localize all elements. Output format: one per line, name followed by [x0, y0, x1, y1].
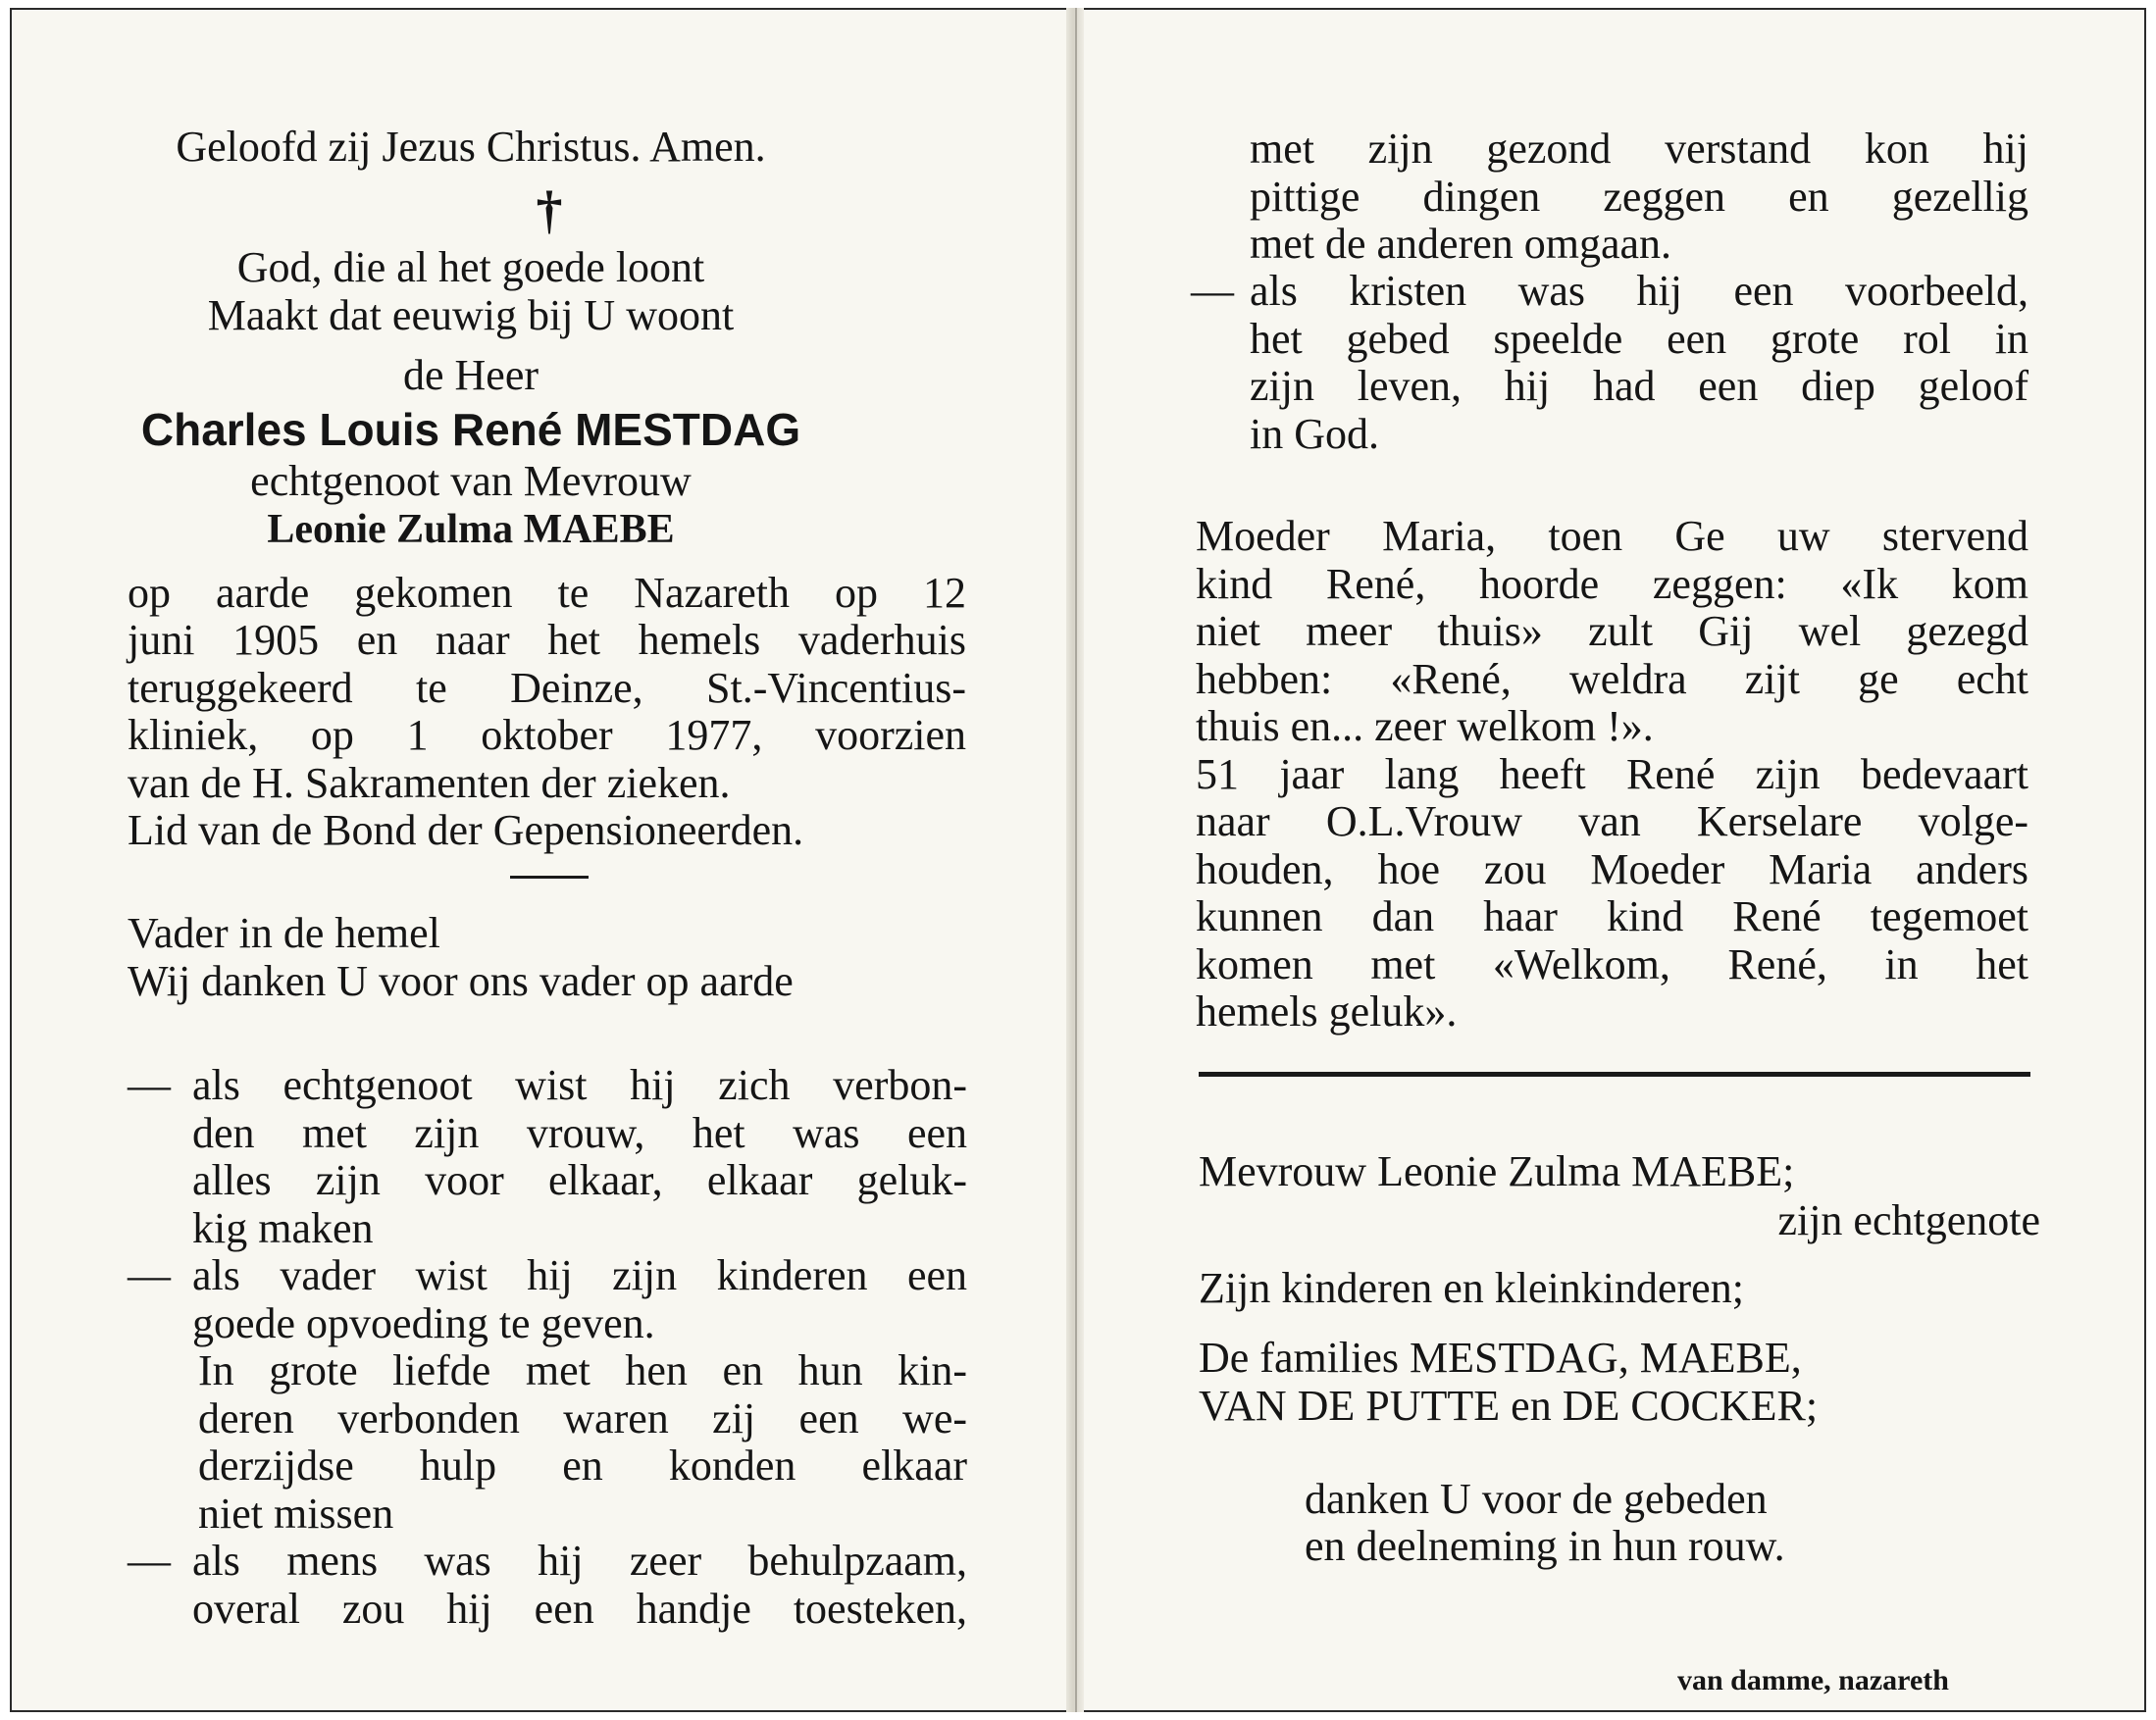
bio-line: juni 1905 en naar het hemels vaderhuis — [128, 616, 966, 664]
maria-line: kunnen dan haar kind René tegemoet — [1196, 892, 2028, 940]
families-line-1: De families MESTDAG, MAEBE, — [1199, 1334, 1802, 1382]
item-line: goede opvoeding te geven. — [192, 1299, 655, 1347]
item-line: In grote liefde met hen en hun kin- — [198, 1346, 967, 1394]
continued-line: met zijn gezond verstand kon hij — [1250, 125, 2028, 173]
dash-marker: — — [1191, 267, 1234, 315]
thanks-line-2: en deelneming in hun rouw. — [1305, 1522, 1785, 1570]
cross-icon: † — [536, 180, 563, 239]
printer-credit: van damme, nazareth — [1677, 1664, 1949, 1696]
bio-line: Lid van de Bond der Gepensioneerden. — [128, 806, 804, 854]
continued-line: met de anderen omgaan. — [1250, 220, 1672, 268]
dash-marker: — — [128, 1251, 171, 1299]
item-line: als echtgenoot wist hij zich verbon- — [192, 1061, 967, 1109]
bio-line: op aarde gekomen te Nazareth op 12 — [128, 569, 966, 617]
short-divider — [510, 876, 589, 879]
invocation: Geloofd zij Jezus Christus. Amen. — [176, 123, 766, 171]
title-de-heer: de Heer — [402, 351, 539, 399]
maria-line: naar O.L.Vrouw van Kerselare volge- — [1196, 797, 2028, 845]
item-line: den met zijn vrouw, het was een — [192, 1109, 967, 1157]
children-line: Zijn kinderen en kleinkinderen; — [1199, 1264, 1744, 1312]
bio-line: teruggekeerd te Deinze, St.-Vincentius- — [128, 664, 966, 712]
maria-line: komen met «Welkom, René, in het — [1196, 940, 2028, 988]
item-line: als kristen was hij een voorbeeld, — [1250, 267, 2028, 315]
item-line: kig maken — [192, 1204, 374, 1252]
thanks-line-1: danken U voor de gebeden — [1305, 1475, 1768, 1523]
item-line: als mens was hij zeer behulpzaam, — [192, 1537, 967, 1585]
father-prayer-1: Vader in de hemel — [128, 909, 440, 957]
item-line: alles zijn voor elkaar, elkaar geluk- — [192, 1156, 967, 1204]
maria-line: hemels geluk». — [1196, 987, 1458, 1036]
maria-line: kind René, hoorde zeggen: «Ik kom — [1196, 560, 2028, 608]
item-line: in God. — [1250, 410, 1379, 458]
maria-line: thuis en... zeer welkom !». — [1196, 702, 1654, 750]
families-line-2: VAN DE PUTTE en DE COCKER; — [1199, 1382, 1819, 1430]
maria-line: 51 jaar lang heeft René zijn bedevaart — [1196, 750, 2028, 798]
maria-line: Moeder Maria, toen Ge uw stervend — [1196, 512, 2028, 560]
continued-line: pittige dingen zeggen en gezellig — [1250, 173, 2028, 221]
maria-line: hebben: «René, weldra zijt ge echt — [1196, 655, 2028, 703]
item-line: niet missen — [198, 1490, 394, 1538]
item-line: overal zou hij een handje toesteken, — [192, 1585, 967, 1633]
widow-role: zijn echtgenote — [1777, 1196, 2040, 1244]
spouse-name: Leonie Zulma MAEBE — [267, 507, 675, 552]
item-line: het gebed speelde een grote rol in — [1250, 315, 2028, 363]
deceased-name: Charles Louis René MESTDAG — [140, 404, 801, 455]
long-divider — [1199, 1072, 2030, 1077]
item-line: deren verbonden waren zij een we- — [198, 1394, 967, 1442]
spouse-intro: echtgenoot van Mevrouw — [250, 457, 692, 505]
dash-marker: — — [128, 1537, 171, 1585]
dash-marker: — — [128, 1061, 171, 1109]
prayer-line-1: God, die al het goede loont — [236, 243, 705, 291]
prayer-line-2: Maakt dat eeuwig bij U woont — [207, 291, 735, 339]
bio-line: kliniek, op 1 oktober 1977, voorzien — [128, 711, 966, 759]
item-line: derzijdse hulp en konden elkaar — [198, 1442, 967, 1490]
father-prayer-2: Wij danken U voor ons vader op aarde — [128, 957, 794, 1005]
item-line: als vader wist hij zijn kinderen een — [192, 1251, 967, 1299]
bio-line: van de H. Sakramenten der zieken. — [128, 759, 731, 807]
maria-line: niet meer thuis» zult Gij wel gezegd — [1196, 607, 2028, 655]
item-line: zijn leven, hij had een diep geloof — [1250, 362, 2028, 410]
widow-name: Mevrouw Leonie Zulma MAEBE; — [1199, 1147, 1795, 1195]
maria-line: houden, hoe zou Moeder Maria anders — [1196, 845, 2028, 893]
fold-line — [1075, 8, 1077, 1712]
